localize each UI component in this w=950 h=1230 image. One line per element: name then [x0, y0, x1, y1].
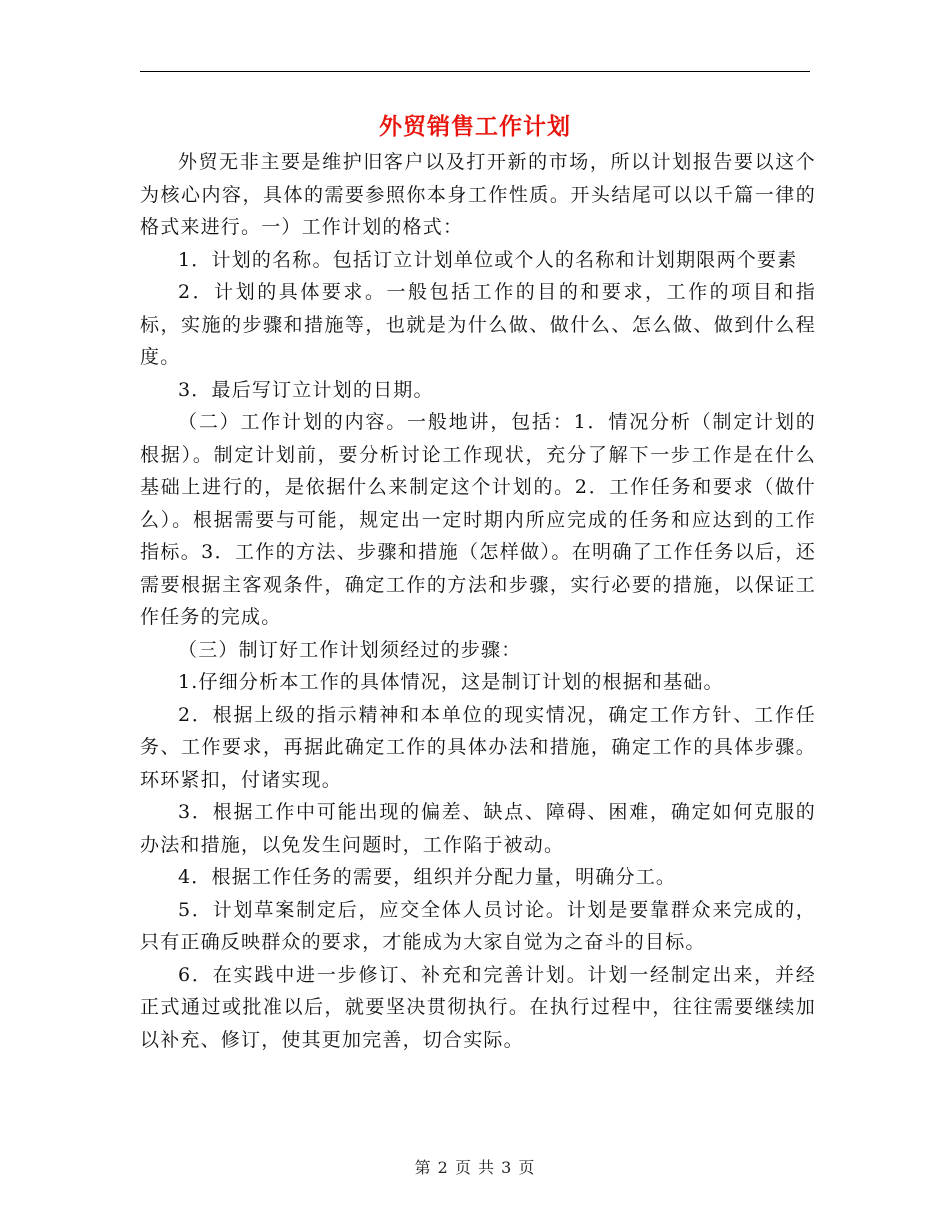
paragraph-format-2: 2．计划的具体要求。一般包括工作的目的和要求，工作的项目和指标，实施的步骤和措施等，也就是为什么做、做什么、怎么做、做到什么程度。 — [140, 281, 816, 368]
paragraph-step-6: 6．在实践中进一步修订、补充和完善计划。计划一经制定出来，并经正式通过或批准以后，就要坚决贯彻执行。在执行过程中，往往需要继续加以补充、修订，使其更加完善，切合实际。 — [140, 963, 816, 1051]
paragraph-content: （二）工作计划的内容。一般地讲，包括：1．情况分析（制定计划的根据）。制定计划前，要分析讨论工作现状，充分了解下一步工作是在什么基础上进行的，是依据什么来制定这个计划的。2．工作任务和要求（做什么）。根据需要与可能，规定出一定时期内所应完成的任务和应达到的工作指标。3．工作的方法、步骤和措施（怎样做）。在明确了工作任务以后，还需要根据主客观条件，确定工作的方法和步骤，实行必要的措施，以保证工作任务的完成。 — [140, 411, 816, 628]
paragraph-step-3: 3．根据工作中可能出现的偏差、缺点、障碍、困难，确定如何克服的办法和措施，以免发生问题时，工作陷于被动。 — [140, 801, 816, 856]
document-title: 外贸销售工作计划 — [379, 114, 571, 140]
paragraph-step-2: 2．根据上级的指示精神和本单位的现实情况，确定工作方针、工作任务、工作要求，再据此确定工作的具体办法和措施，确定工作的具体步骤。环环紧扣，付诸实现。 — [140, 703, 816, 791]
document-body — [140, 146, 816, 1056]
header-rule — [140, 71, 810, 72]
paragraph-format-1: 1．计划的名称。包括订立计划单位或个人的名称和计划期限两个要素 — [178, 248, 798, 271]
paragraph-step-1: 1.仔细分析本工作的具体情况，这是制订计划的根据和基础。 — [178, 671, 724, 693]
paragraph-intro: 外贸无非主要是维护旧客户以及打开新的市场，所以计划报告要以这个为核心内容，具体的需要参照你本身工作性质。开头结尾可以以千篇一律的格式来进行。一）工作计划的格式： — [140, 151, 816, 238]
paragraph-format-3: 3．最后写订立计划的日期。 — [178, 378, 434, 401]
paragraph-step-5: 5．计划草案制定后，应交全体人员讨论。计划是要靠群众来完成的，只有正确反映群众的要求，才能成为大家自觉为之奋斗的目标。 — [140, 898, 816, 953]
paragraph-step-4: 4．根据工作任务的需要，组织并分配力量，明确分工。 — [178, 866, 677, 888]
paragraph-steps-heading: （三）制订好工作计划须经过的步骤： — [178, 638, 522, 661]
page-number-footer: 第 2 页 共 3 页 — [414, 1158, 536, 1177]
